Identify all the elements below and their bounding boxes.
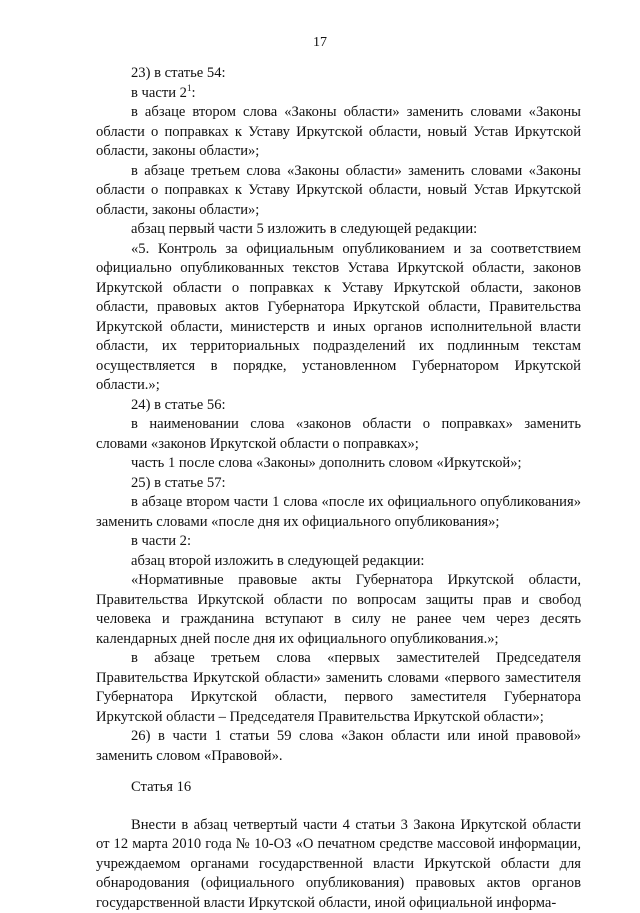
paragraph: абзац первый части 5 изложить в следующей редакции: — [96, 220, 581, 240]
paragraph: в абзаце втором слова «Законы области» заменить словами «Законы области о поправках к Уставу Иркутской области, новый Устав Иркутской области, законы области»; — [96, 103, 581, 162]
article-text: Внести в абзац четвертый части 4 статьи 3 Закона Иркутской области от 12 марта 2010 года № 10-ОЗ «О печатном средстве массовой информации, учреждаемом органами государственной власти Иркутской области для обнародования (официального опубликования) правовых актов органов государственной власти Иркутской области, иной официальной информа- — [96, 816, 581, 913]
paragraph-text: в части 2 — [131, 85, 187, 101]
paragraph: «Нормативные правовые акты Губернатора Иркутской области, Правительства Иркутской области по вопросам защиты прав и свобод человека и гражданина вступают в силу не ранее чем через десять календарных дней после дня их официального опубликования.»; — [96, 571, 581, 649]
paragraph: 25) в статье 57: — [96, 474, 581, 494]
paragraph — [96, 84, 581, 104]
page-number: 17 — [0, 34, 640, 52]
article-heading: Статья 16 — [96, 778, 581, 798]
paragraph: в абзаце третьем слова «первых заместителей Председателя Правительства Иркутской области» заменить словами «первого заместителя Губернатора Иркутской области, первого заместителя Губернатора Иркутской области – Председателя Правительства Иркутской области»; — [96, 649, 581, 727]
paragraph: в абзаце втором части 1 слова «после их официального опубликования» заменить словами «после дня их официального опубликования»; — [96, 493, 581, 532]
superscript: 1 — [187, 83, 192, 93]
document-body — [96, 64, 581, 913]
paragraph: абзац второй изложить в следующей редакции: — [96, 552, 581, 572]
paragraph: в наименовании слова «законов области о поправках» заменить словами «законов Иркутской области о поправках»; — [96, 415, 581, 454]
paragraph: в части 2: — [96, 532, 581, 552]
paragraph: 23) в статье 54: — [96, 64, 581, 84]
paragraph: «5. Контроль за официальным опубликованием и за соответствием официально опубликованных текстов Устава Иркутской области, законов Иркутской области о поправках к Уставу Иркутской области, законов области, правовых актов Губернатора Иркутской области, Правительства Иркутской области, министерств и иных органов исполнительной власти области, их территориальных подразделений их подлинным текстам осуществляется в порядке, установленном Губернатором Иркутской области.»; — [96, 240, 581, 396]
paragraph-text: : — [191, 85, 195, 101]
paragraph: 24) в статье 56: — [96, 396, 581, 416]
paragraph: часть 1 после слова «Законы» дополнить словом «Иркутской»; — [96, 454, 581, 474]
paragraph: в абзаце третьем слова «Законы области» заменить словами «Законы области о поправках к Уставу Иркутской области, новый Устав Иркутской области, законы области»; — [96, 162, 581, 221]
paragraph: 26) в части 1 статьи 59 слова «Закон области или иной правовой» заменить словом «Правовой». — [96, 727, 581, 766]
